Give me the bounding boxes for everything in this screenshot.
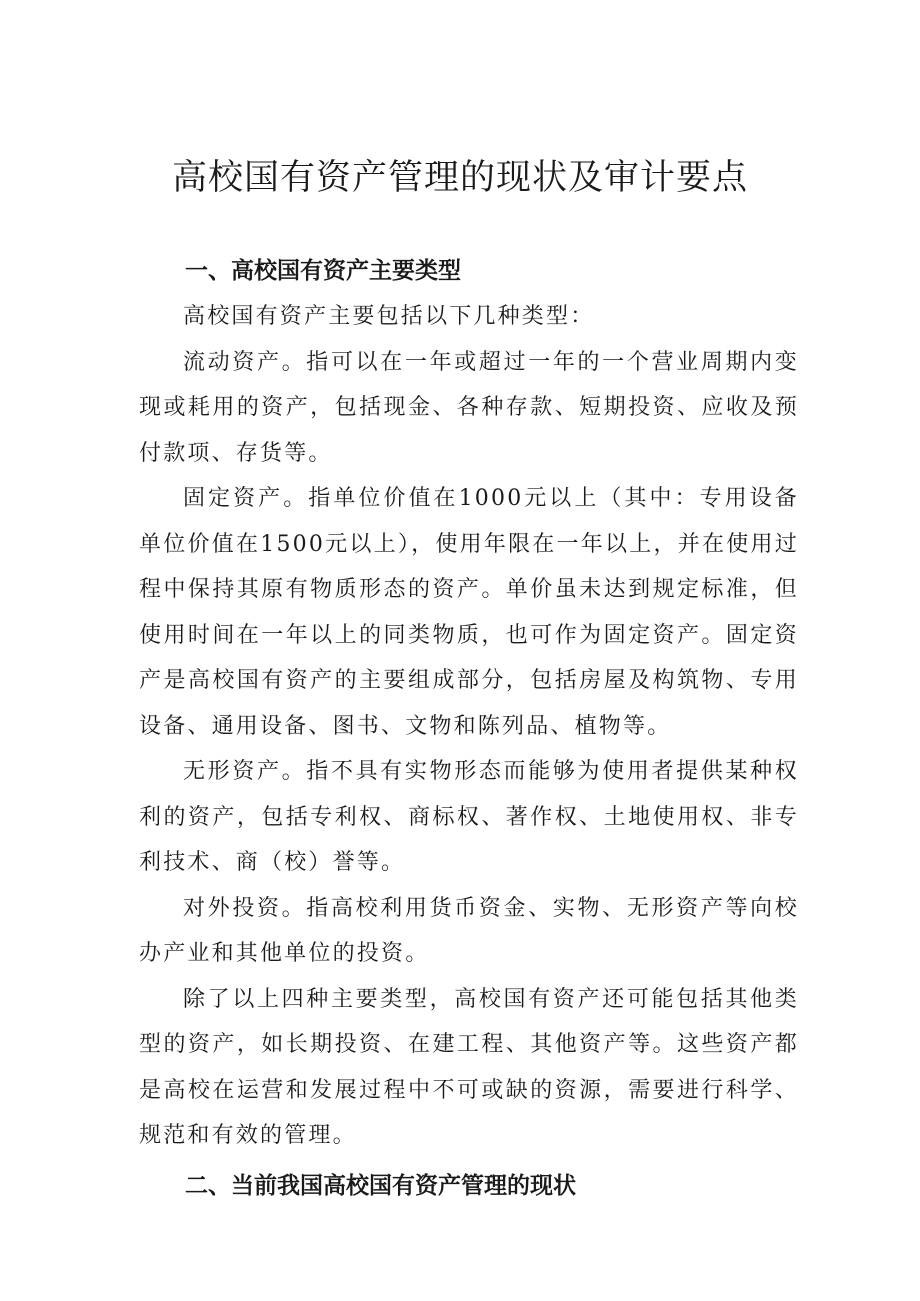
section-heading-1: 一、高校国有资产主要类型 bbox=[185, 258, 461, 284]
document-title: 高校国有资产管理的现状及审计要点 bbox=[171, 158, 748, 198]
paragraph-external-investment: 对外投资。指高校利用货币资金、实物、无形资产等向校办产业和其他单位的投资。 bbox=[139, 895, 799, 966]
paragraph-intro: 高校国有资产主要包括以下几种类型： bbox=[183, 304, 595, 329]
paragraph-intangible-assets: 无形资产。指不具有实物形态而能够为使用者提供某种权利的资产，包括专利权、商标权、著作权、土地使用权、非专利技术、商（校）誉等。 bbox=[139, 759, 799, 875]
paragraph-other-assets: 除了以上四种主要类型，高校国有资产还可能包括其他类型的资产，如长期投资、在建工程、其他资产等。这些资产都是高校在运营和发展过程中不可或缺的资源，需要进行科学、规范和有效的管理。 bbox=[139, 986, 799, 1148]
paragraph-current-assets: 流动资产。指可以在一年或超过一年的一个营业周期内变现或耗用的资产，包括现金、各种存款、短期投资、应收及预付款项、存货等。 bbox=[139, 349, 799, 466]
section-heading-2: 二、当前我国高校国有资产管理的现状 bbox=[185, 1172, 576, 1199]
paragraph-fixed-assets: 固定资产。指单位价值在1000元以上（其中：专用设备单位价值在1500元以上），使用年限在一年以上，并在使用过程中保持其原有物质形态的资产。单价虽未达到规定标准，但使用时间在一年以上的同类物质，也可作为固定资产。固定资产是高校国有资产的主要组成部分，包括房屋及构筑物、专用设备、通用设备、图书、文物和陈列品、植物等。 bbox=[139, 486, 799, 739]
document-body bbox=[139, 248, 799, 1209]
